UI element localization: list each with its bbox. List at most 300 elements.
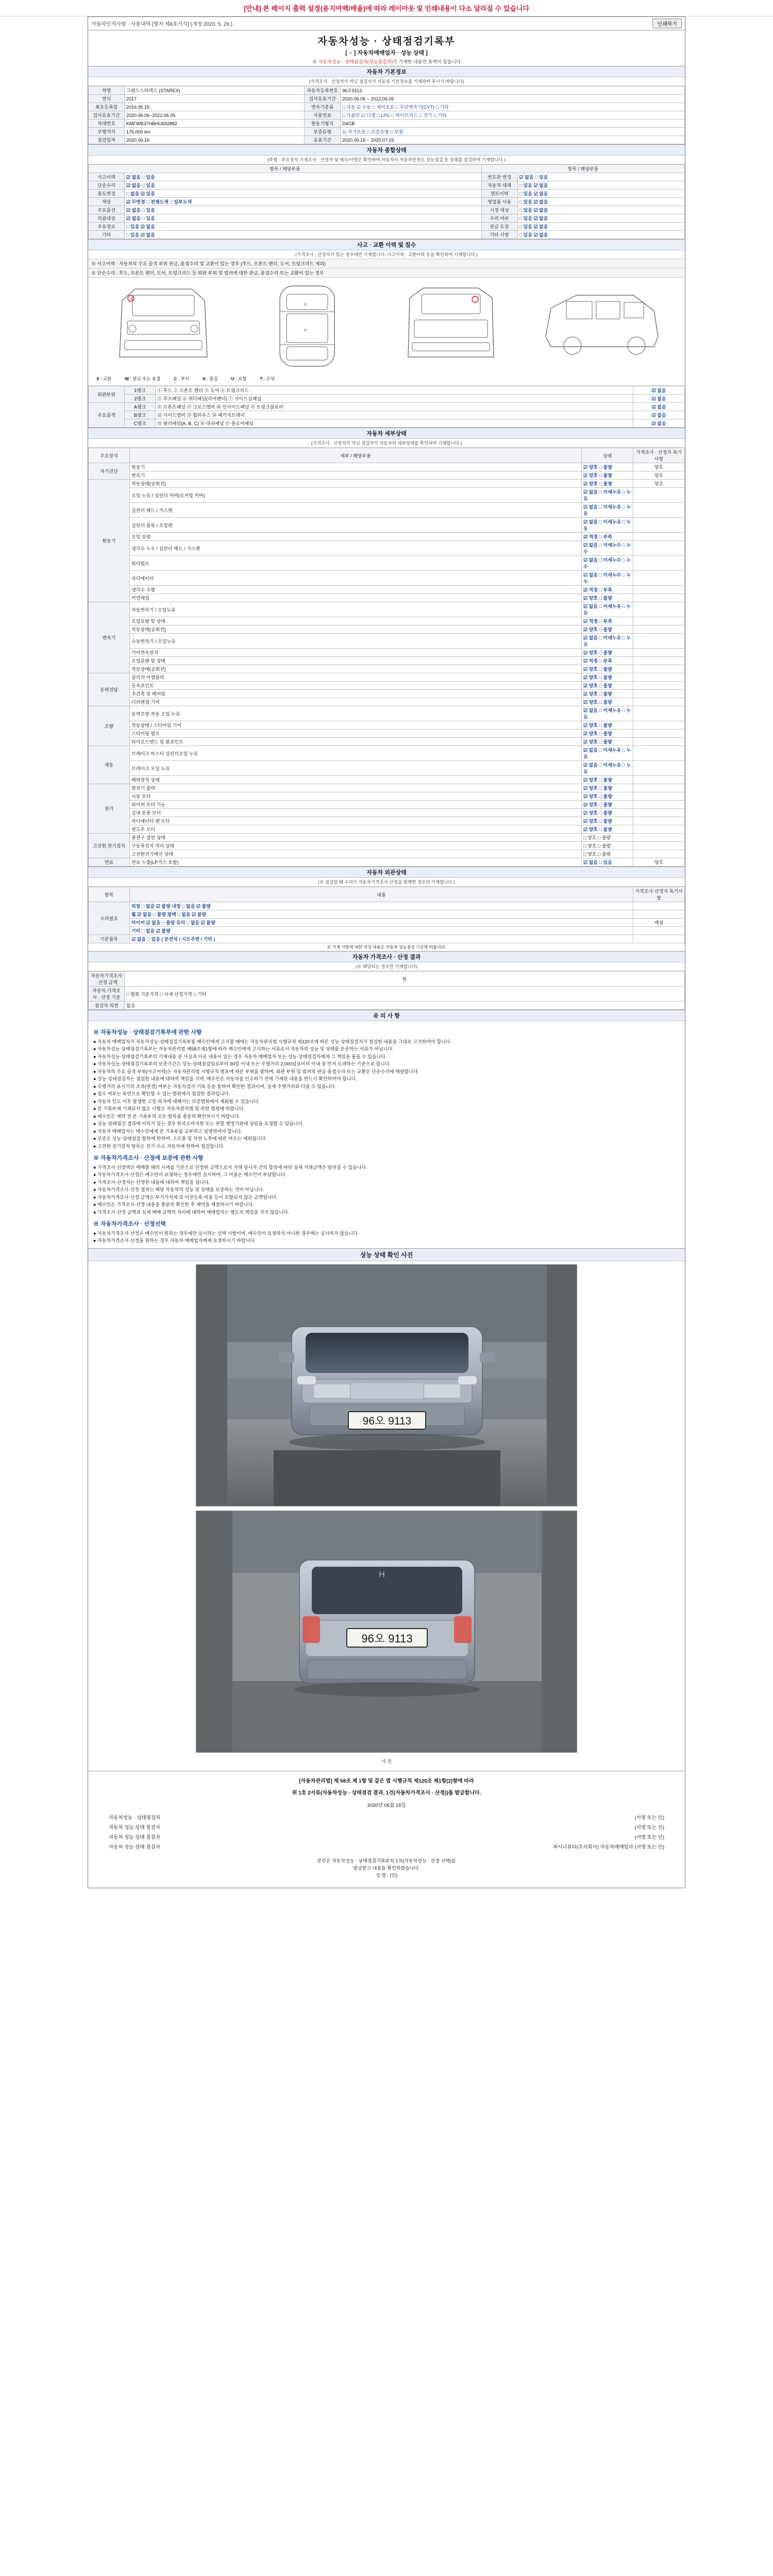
guidance-line: ● 자동차 매매업자는 매수인에게 본 기록부를 교부하고 설명하여야 합니다. [93,1128,242,1134]
detail-memo [633,801,685,809]
detail-memo [633,850,685,858]
detail-memo [633,625,685,634]
diagram-legend [91,374,682,383]
detail-part: 클러치 어셈블리 [130,673,582,682]
basic-value: 176,000 km [125,128,305,136]
detail-memo [633,809,685,817]
parts-group-label: 주요골격 [89,403,125,428]
misc-value: 휠 ☑ 없음 □ 불량 광택 □ 없음 ☑ 불량 [130,910,633,919]
detail-memo [633,682,685,690]
section-misc-title: 자동차 외관상태 [88,867,685,878]
parts-rank: B랭크 [125,411,156,419]
signature-role: 자동차 성능 상태 점검자 [109,1834,160,1840]
title-block [88,30,685,66]
legend-mark: X [96,376,99,381]
misc-value: 타이어 ☑ 없음 □ 불량 유리 □ 없음 ☑ 불량 [130,919,633,927]
signature-footer-line2: 발급받고 내용을 확인하였습니다. [353,1865,420,1871]
detail-state: ☑ 양호 □ 불량 [582,649,633,657]
accident-note-2: ※ 단순수리 : 후드, 프론트 펜더, 도어, 트렁크리드 등 외판 부위 및 범퍼에 대한 판금, 용접수리 또는 교환이 있는 경우 [88,268,685,278]
table-row [89,111,685,120]
detail-group: 연료 [89,858,130,867]
basic-label: 연식 [89,95,125,103]
detail-memo [633,706,685,721]
parts-list: ① 후드 ② 프론트 펜더 ③ 도어 ④ 트렁크리드 [156,386,633,395]
detail-memo [633,571,685,586]
detail-part: 기어변속장치 [130,649,582,657]
form-reference: 자동차인적사항 · 사용내역 [별지 제6호서식] (개정 2020. 5. 26.) [91,22,233,27]
legend-item: W : 판금 또는 용접 [125,376,161,381]
detail-part: 실린더 헤드 / 가스켓 [130,503,582,518]
guidance-line: ● 자동차가격조사·산정은 매수인이 요청하는 경우에만 실시하며, 그 비용은 매수인이 부담합니다. [93,1172,287,1177]
detail-state: ☑ 양호 □ 불량 [582,730,633,738]
signature-footer-line1: 본인은 자동차성능 · 상태점검기록부의 1차(자동차성능 · 산정 선택)를 [317,1858,456,1863]
basic-value: ☑ 자가보증 □ 보증유형 □ 보험 [341,128,685,136]
state-value: ☑ 없음 □ 있음 [125,214,482,223]
guidance-line: ● 자동차성능·상태점검기록부는 자동차관리법 제58조제1항에 따라 매수인에게 고지하는 서류로서 자동차의 성능 및 상태를 보증하는 서류가 아닙니다. [93,1046,394,1052]
section-accident-history [88,239,685,428]
detail-state: ☑ 없음 □ 미세누유 □ 누유 [582,503,633,518]
table-row [89,690,685,698]
detail-part: 충전구 절연 상태 [130,834,582,842]
basic-label: 주행거리 [89,128,125,136]
table-row [89,120,685,128]
signature-head-line2: 위 1호 2서류(자동차성능 · 상태점검 결과, 1건(자동차가격조사 · 산정))를 발급합니다. [292,1790,481,1796]
vehicle-photo-front [196,1264,577,1506]
detail-part: 오일 누유 / 실린더 커버(로커암 커버) [130,488,582,503]
table-row [89,784,685,792]
exterior-extra-note: ※ 기재 사항에 대한 작성 내용은 자동차 성능점검 기준에 따릅니다. [327,945,446,950]
detail-part: 커먼레일 [130,594,582,602]
state-value: □ 있음 ☑ 없음 [517,223,684,231]
legend-item: U : 요철 [231,376,247,381]
detail-group: 전기 [89,784,130,834]
parts-list: ⑤ 루프패널 ⑥ 쿼터패널(리어펜더) ⑦ 사이드실패널 [156,395,633,403]
detail-state: ☑ 없음 □ 미세누유 □ 누유 [582,634,633,649]
detail-part: 브레이크 마스터 실린더오일 누유 [130,746,582,761]
vehicle-photo-rear [196,1511,577,1753]
section-accident-desc: (가격조사 · 산정자가 있는 경우에만 기재합니다. 사고이력 · 교환이력 등을 확인하여 기재합니다.) [88,250,685,259]
top-notice-bar [0,0,773,16]
detail-memo [633,730,685,738]
guidance-line: ● 자동차가격조사·산정 금액은 부가가치세 및 이전등록 비용 등이 포함되지 않은 금액입니다. [93,1194,278,1200]
detail-part: 작동상태(공회전) [130,665,582,673]
detail-part: 원동기 [130,463,582,471]
state-value: □ 있음 ☑ 없음 [517,190,684,198]
table-row [89,231,685,239]
detail-memo: 양호 [633,471,685,480]
table-row [89,1002,685,1010]
detail-state: ☑ 양호 □ 불량 [582,690,633,698]
guidance-line: ● 자동차가격조사·산정은 매수인이 원하는 경우에만 실시하는 선택 사항이며, 매수인이 요청하지 아니한 경우에는 실시하지 않습니다. [93,1230,359,1236]
table-row [89,403,685,411]
detail-state: ☑ 없음 □ 미세누유 □ 누유 [582,488,633,503]
svg-text:②: ② [303,303,307,307]
parts-state: ☑ 없음 [633,411,685,419]
accident-note-1: ※ 사고이력 : 자동차의 주요 골격 부위 판금, 용접수리 및 교환이 있는 경우 (후드, 프론트 펜더, 도어, 트렁크리드 제외) [88,259,685,268]
detail-state: ☑ 양호 □ 불량 [582,682,633,690]
detail-part: 동력조향 작동 오일 누유 [130,706,582,721]
detail-memo [633,746,685,761]
signature-seal: 파시니뷰티(주식회사) 자동차매매업자 (서명 또는 인) [553,1844,664,1850]
table-row [89,411,685,419]
table-row [89,556,685,571]
table-row [89,136,685,144]
price-amount-unit: 원 [125,972,685,987]
state-value: ☑ 없음 □ 있음 [125,206,482,214]
car-side-svg [535,280,669,372]
state-key: 리콜대상 [89,214,125,223]
detail-part: 작동상태 / 스티어링 기어 [130,721,582,730]
car-rear-svg [392,280,510,372]
detail-memo [633,594,685,602]
detail-memo [633,738,685,746]
table-header-row [89,165,685,173]
table-row [89,987,685,1002]
detail-state: ☑ 없음 □ 미세누유 □ 누유 [582,706,633,721]
inspect-date-value: 2020.06.16 [125,136,305,144]
state-key: 주요옵션 [89,206,125,214]
parts-rank: C랭크 [125,419,156,428]
document-header [88,17,685,30]
detail-part: 고전원전기배선 상태 [130,850,582,858]
basic-label: 사용연료 [305,111,341,120]
legend-mark: C [174,376,177,381]
photo-caption: 사 진 [381,1758,392,1764]
legend-item: T : 손상 [260,376,275,381]
exterior-state-table [88,887,685,943]
state-key: 번호판 변경 [481,173,517,181]
basic-value: D4CB [341,120,685,128]
section-state-desc: (주행 · 주요장치 기재조사 · 산정자 및 매수/사망은 확인하여 자동차의 자동차안전도 성능점검 등 상태를 점검하여 기재합니다.) [88,156,685,164]
section-state-title: 자동차 종합상태 [88,145,685,156]
print-button[interactable]: 인쇄하기 [652,19,682,28]
detail-part: 실린더 블록 / 오일팬 [130,518,582,533]
parts-state: ☑ 없음 [633,386,685,395]
table-row [89,181,685,190]
state-key: 용도변경 [89,190,125,198]
guidance-line: ● 가격조사·산정자는 산정한 내용에 대하여 책임을 집니다. [93,1179,210,1185]
table-row [89,657,685,665]
table-row [89,902,685,910]
detail-state: ☑ 적정 □ 부족 [582,617,633,625]
car-view-rear [392,280,510,374]
legend-text: 요철 [238,376,247,381]
car-view-front [104,280,223,374]
vehicle-rear-photo-svg [196,1511,577,1753]
col-header: 항목 [89,887,130,902]
table-row [89,571,685,586]
state-value: ☑ 없음 □ 있음 [125,173,482,181]
svg-text:96오 9113: 96오 9113 [361,1632,413,1645]
detail-state: ☑ 양호 □ 불량 [582,721,633,730]
section-basic-desc: (가격조사 · 산정자가 아닌 점검자가 자동차 기본정보를 기재하여 주시기 바랍니다) [88,77,685,86]
detail-state: ☑ 없음 □ 있음 [582,858,633,867]
table-row [89,395,685,403]
detail-state: ☑ 양호 □ 불량 [582,665,633,673]
table-row [89,128,685,136]
basic-label: 원동기형식 [305,120,341,128]
price-amount-label: 자동차가격조사 · 산정 금액 [89,972,125,987]
detail-state: ☑ 양호 □ 불량 [582,792,633,801]
detail-memo: 양호 [633,463,685,471]
detail-state: ☑ 양호 □ 불량 [582,809,633,817]
basic-label: 검사유효기간 [89,111,125,120]
table-row [89,602,685,617]
detail-part: 와이퍼 모터 기능 [130,801,582,809]
detail-part: 수동변속기 / 오일누유 [130,634,582,649]
svg-text:①: ① [129,297,133,301]
detail-part: 타이로드엔드 및 볼죠인트 [130,738,582,746]
detail-state: ☑ 없음 □ 미세누유 □ 누유 [582,746,633,761]
detail-part: 변속기 [130,471,582,480]
guidance-line: ● 자동차의 주요 골격 부위(사고이력)는 자동차관리법 시행규칙 별표에 따른 부위를 말하며, 외판 부위 및 범퍼의 판금·용접수리 또는 교환은 단순수리에 해당합니다. [93,1069,419,1074]
detail-part: 브레이크 오일 누유 [130,761,582,776]
detail-memo [633,634,685,649]
table-row [89,801,685,809]
legend-mark: T [260,376,263,381]
signature-head-line1: [자동차관리법] 제 58조 제 1항 및 같은 법 시행규칙 제120조 제1항(2)항에 따라 [299,1778,474,1784]
signature-seal: (서명 또는 인) [634,1815,664,1821]
table-row [89,617,685,625]
signature-role: 자동차 성능 상태 점검자 [109,1824,160,1831]
section-misc-desc: (※ 점검할 때 수리가 자동차가격조사·산정을 함께한 경우만 기재합니다.) [88,878,685,887]
legend-mark: W [125,376,129,381]
detail-part: 윈도우 모터 [130,825,582,834]
table-row [89,842,685,850]
misc-memo [633,902,685,910]
detail-state: □ 양호 □ 불량 [582,850,633,858]
legend-item: A : 흠집 [203,376,218,381]
signature-row [109,1823,664,1831]
title-note-suffix: 가 기재한 내용만 효력이 있습니다 [393,59,461,64]
misc-memo [633,927,685,935]
detail-memo [633,842,685,850]
parts-list: ⑮ 필러패널(A, B, C) ⑯ 대쉬패널 ⑰ 플로어패널 [156,419,633,428]
guidance-line: ● 자동차성능·상태점검기록부의 보증기간은 성능·상태점검일로부터 30일 이내 또는 주행거리 2,000킬로미터 이내 중 먼저 도래하는 기준으로 합니다. [93,1061,391,1066]
table-row [89,190,685,198]
parts-state: ☑ 없음 [633,403,685,411]
detail-memo [633,784,685,792]
basic-label: 검사유효기간 [305,95,341,103]
detail-part: 실내 송풍 모터 [130,809,582,817]
state-key: 시정 대상 [481,206,517,214]
state-key: 렌트이력 [481,190,517,198]
detail-part: 오일 유량 [130,533,582,541]
table-row [89,214,685,223]
table-row [89,706,685,721]
state-value: ☑ 없음 □ 있음 [517,173,684,181]
car-diagram-row [91,280,682,374]
detail-memo [633,602,685,617]
table-row [89,586,685,594]
overall-state-table [88,164,685,239]
table-row [89,910,685,919]
detail-memo [633,817,685,825]
detail-group: 원동기 [89,480,130,602]
table-row [89,927,685,935]
basic-info-table [88,86,685,144]
basic-value: 2017 [125,95,305,103]
state-key: 자동차 대체 [481,181,517,190]
table-row [89,533,685,541]
detail-group: 자기진단 [89,463,130,480]
photo-gallery [88,1261,685,1771]
table-row [89,972,685,987]
detail-part: 등속죠인트 [130,682,582,690]
state-value: □ 있음 ☑ 없음 [517,231,684,239]
table-row [89,594,685,602]
detail-memo [633,673,685,682]
detail-memo: 양호 [633,480,685,488]
vehicle-front-photo-svg [196,1265,577,1506]
detail-memo [633,586,685,594]
section-detail-desc: (가격조사 · 산정자가 아닌 점검자가 자동차의 세부상태를 확인하여 기재합니다.) [88,439,685,448]
detail-part: 디퍼렌셜 기어 [130,698,582,706]
detail-group: 동력전달 [89,673,130,706]
detail-state: ☑ 양호 □ 불량 [582,801,633,809]
misc-memo: 배점 [633,919,685,927]
signature-role: 자동차성능 · 상태점검자 [109,1815,161,1821]
table-row [89,488,685,503]
table-row [89,834,685,842]
section-price-subtitle: (※ 해당되는 경우만 기재합니다) [88,962,685,971]
basic-label: 자동차등록번호 [305,87,341,95]
detail-state: ☑ 적정 □ 부족 [582,657,633,665]
basic-label: 차명 [89,87,125,95]
detail-memo [633,533,685,541]
parts-state: ☑ 없음 [633,419,685,428]
detail-group: 변속기 [89,602,130,673]
table-row [89,776,685,784]
detail-memo [633,556,685,571]
detail-memo [633,518,685,533]
detail-part: 오일유량 및 상태 [130,657,582,665]
basic-value: □ 가솔린 ☑ 디젤 □ LPG □ 하이브리드 □ 전기 □ 기타 [341,111,685,120]
state-value: □ 있음 ☑ 없음 [517,198,684,206]
detail-state: ☑ 양호 □ 불량 [582,776,633,784]
car-view-side [535,280,669,374]
detail-memo [633,776,685,784]
misc-key: 기본품목 [89,935,130,943]
document-body [88,16,685,1888]
table-row [89,518,685,533]
detail-memo [633,541,685,556]
guidance-line: ● 보증은 성능·상태점검 항목에 한하며, 소모품 및 자연 노후에 따른 마모는 제외됩니다. [93,1136,267,1141]
detail-part: 스티어링 펌프 [130,730,582,738]
car-view-top [248,280,366,374]
state-key: 색상 [89,198,125,206]
table-row [89,173,685,181]
detail-part: 작동상태(공회전) [130,480,582,488]
parts-list: ⑫ 사이드멤버 ⑬ 휠하우스 ⑭ 패키지트레이 [156,411,633,419]
table-row [89,419,685,428]
basic-value: 2016.05.15 [125,103,305,111]
accident-parts-table [88,386,685,428]
state-value: □ 있음 ☑ 없음 [125,231,482,239]
top-notice-text: [안내] 본 페이지 출력 설정(용지여백/배율)에 따라 레이아웃 및 인쇄내용이 다소 달라질 수 있습니다 [243,5,530,12]
detail-group: 고전원 전기장치 [89,834,130,858]
section-basic-info [88,66,685,144]
misc-memo [633,910,685,919]
signature-role: 자동차 성능 상태 점검자 [109,1844,160,1850]
signature-row [109,1843,664,1850]
detail-memo [633,825,685,834]
table-header-row [89,448,685,463]
table-row [89,698,685,706]
detail-memo [633,761,685,776]
table-row [89,223,685,231]
table-row [89,634,685,649]
state-value: □ 있음 ☑ 없음 [517,206,684,214]
section-price-title: 자동차 가격조사 · 산정 결과 [88,952,685,962]
table-row [89,850,685,858]
misc-key: 수리필요 [89,902,130,935]
basic-label: 변속기종류 [305,103,341,111]
detail-part: 발전기 출력 [130,784,582,792]
guidance-title-2: ※ 자동차가격조사 · 산정에 보증에 관한 사항 [93,1155,204,1161]
guidance-line: ● 자동차 인도 이후 발생한 고장·하자에 대해서는 보증범위에서 제외될 수 있습니다. [93,1098,260,1104]
detail-memo [633,649,685,657]
signature-footer-line3: 성 명 : (인) [375,1873,398,1878]
photo-section-title: 성능 상태 확인 사진 [88,1248,685,1261]
price-key: 자동차 가격조사 · 산정 기준 [89,987,125,1002]
table-row [89,738,685,746]
parts-group-label: 외판부위 [89,386,125,403]
table-row [89,721,685,730]
guidance-block [88,1021,685,1248]
section-detail-title: 자동차 세부상태 [88,428,685,439]
section-price-assessment [88,951,685,1021]
basic-label: 보증유형 [305,128,341,136]
detail-memo [633,488,685,503]
detail-part: 냉각수 수량 [130,586,582,594]
detail-state: ☑ 양호 □ 불량 [582,738,633,746]
detail-part: 오일유량 및 상태 [130,617,582,625]
basic-value: 2020.06.06 ~ 2022.06.05 [341,95,685,103]
table-row [89,471,685,480]
basic-value: 96오9113 [341,87,685,95]
section-detail-state [88,428,685,867]
guidance-line: ● 매수인은 가격조사·산정 내용을 충분히 확인한 후 계약을 체결하시기 바랍니다. [93,1202,254,1207]
detail-state: □ 양호 □ 불량 [582,834,633,842]
detail-state: ☑ 없음 □ 미세누유 □ 누유 [582,602,633,617]
guidance-line: ● 가격조사·산정액은 매매할 때의 시세를 기준으로 산정한 금액으로서 거래 당사자 간의 합의에 따라 실제 거래금액은 달라질 수 있습니다. [93,1164,367,1170]
guidance-line: ● 성능·상태점검 결과에 이의가 있는 경우 한국소비자원 또는 관할 행정기관에 상담을 요청할 수 있습니다. [93,1121,304,1126]
state-key: 영업용 사용 [481,198,517,206]
table-row [89,817,685,825]
legend-text: 부식 [180,376,189,381]
detail-memo [633,665,685,673]
signature-block [88,1771,685,1888]
state-value: □ 없음 ☑ 있음 [125,190,482,198]
detail-part: 추진축 및 베어링 [130,690,582,698]
inspect-date-label: 점검일자 [89,136,125,144]
detail-state: ☑ 양호 □ 불량 [582,480,633,488]
legend-text: 판금 또는 용접 [132,376,161,381]
detail-state: ☑ 없음 □ 미세누수 □ 누수 [582,571,633,586]
table-row [89,665,685,673]
detail-state: ☑ 적정 □ 부족 [582,533,633,541]
section-basic-title: 자동차 기본정보 [88,66,685,77]
state-key: 주유경로 [89,223,125,231]
detail-state: ☑ 양호 □ 불량 [582,673,633,682]
detail-group: 제동 [89,746,130,784]
basic-value: KMFWB37HBHU692882 [125,120,305,128]
detail-memo [633,657,685,665]
misc-memo [633,935,685,943]
valid-period-value: 2020.06.16 ~ 2020.07.16 [341,136,685,144]
detail-memo [633,503,685,518]
